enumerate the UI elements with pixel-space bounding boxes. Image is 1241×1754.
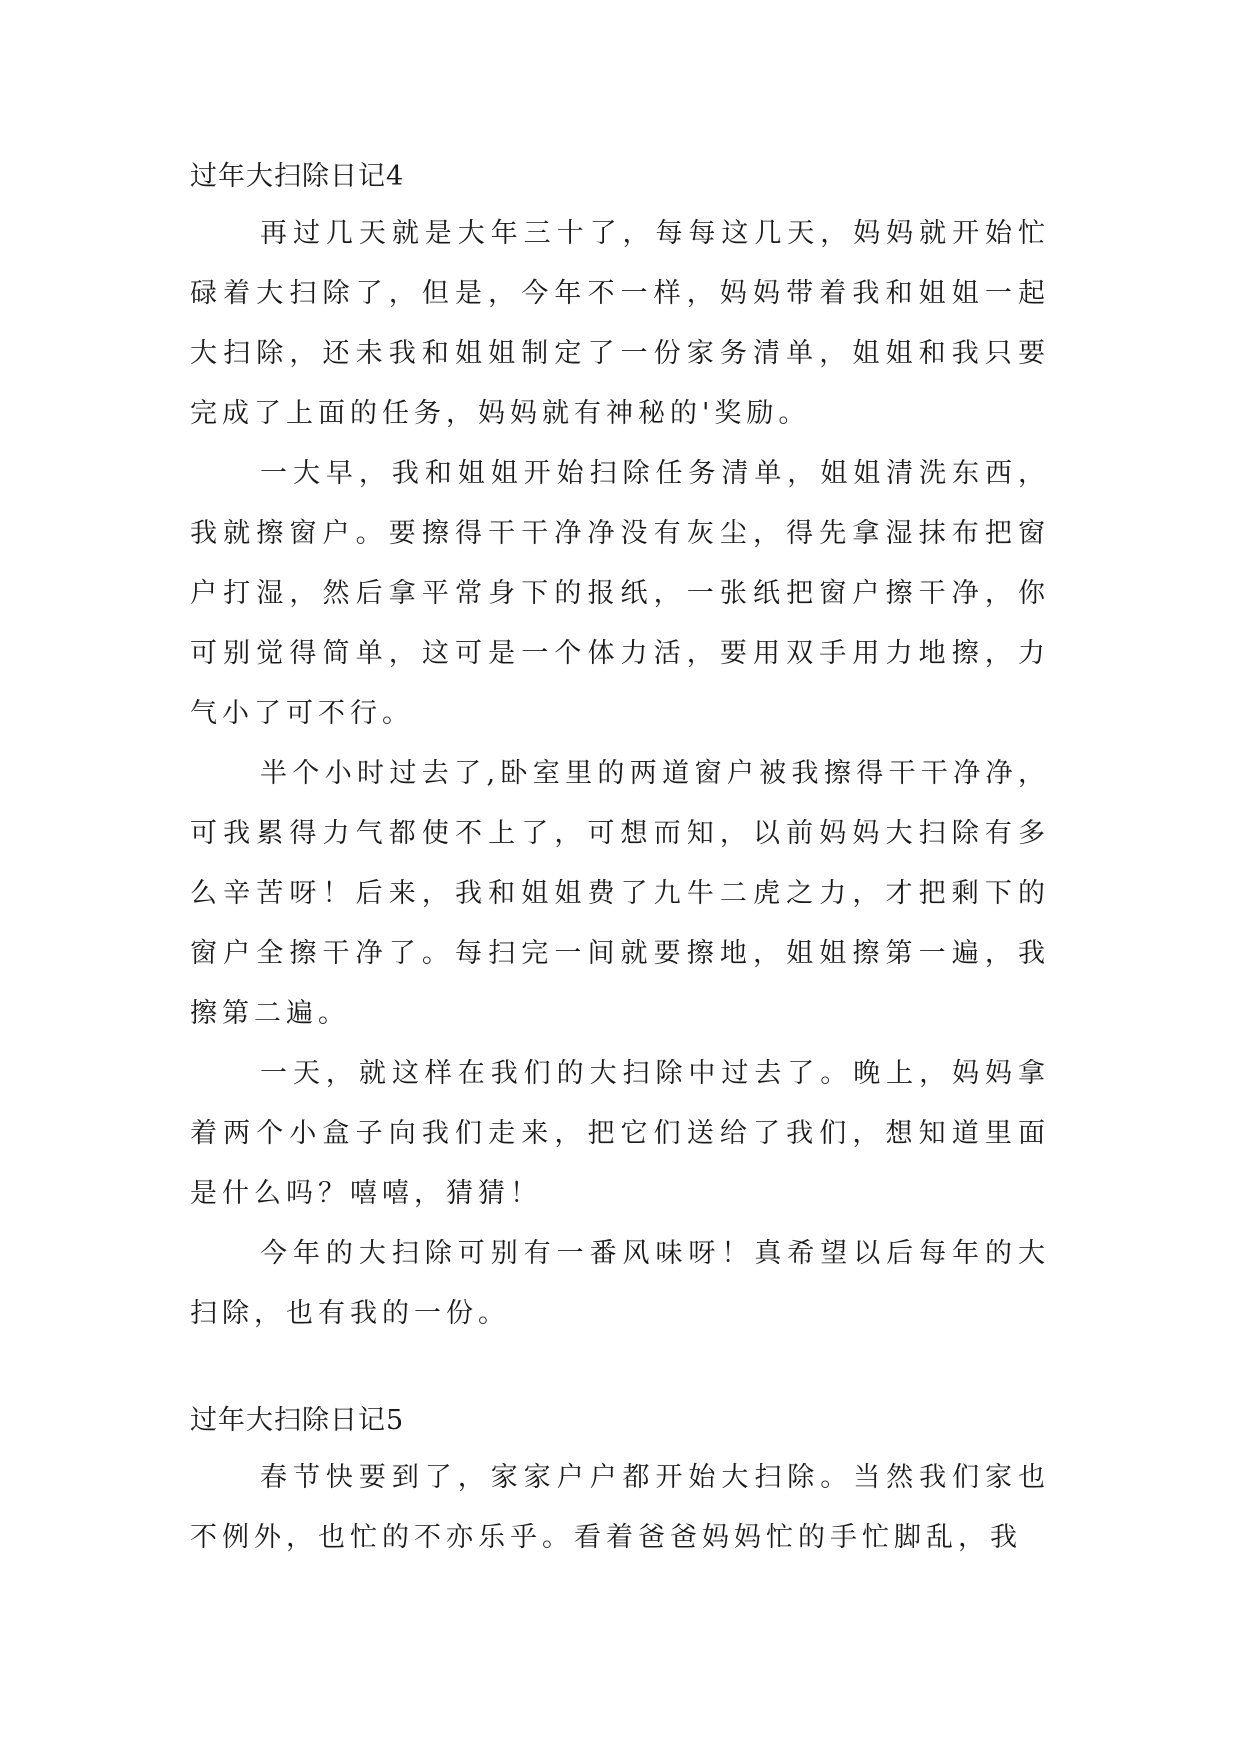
paragraph: 今年的大扫除可别有一番风味呀！真希望以后每年的大扫除，也有我的一份。 [190, 1238, 1050, 1329]
paragraph: 一天，就这样在我们的大扫除中过去了。晚上，妈妈拿着两个小盒子向我们走来，把它们送给了我们，想知道里面是什么吗？嘻嘻，猜猜！ [190, 1058, 1050, 1209]
entry-title: 过年大扫除日记5 [190, 1405, 405, 1436]
entry-title: 过年大扫除日记4 [190, 161, 405, 192]
document-content [190, 160, 1050, 1568]
paragraph: 春节快要到了，家家户户都开始大扫除。当然我们家也不例外，也忙的不亦乐乎。看着爸爸妈妈忙的手忙脚乱，我 [190, 1462, 1050, 1553]
diary-entry-5 [190, 1404, 1050, 1568]
paragraph: 一大早，我和姐姐开始扫除任务清单，姐姐清洗东西，我就擦窗户。要擦得干干净净没有灰尘，得先拿湿抹布把窗户打湿，然后拿平常身下的报纸，一张纸把窗户擦干净，你可别觉得简单，这可是一个体力活，要用双手用力地擦，力气小了可不行。 [190, 458, 1050, 729]
paragraph: 半个小时过去了,卧室里的两道窗户被我擦得干干净净，可我累得力气都使不上了，可想而知，以前妈妈大扫除有多么辛苦呀！后来，我和姐姐费了九牛二虎之力，才把剩下的窗户全擦干净了。每扫完一间就要擦地，姐姐擦第一遍，我擦第二遍。 [190, 758, 1050, 1029]
diary-entry-4 [190, 160, 1050, 1344]
paragraph: 再过几天就是大年三十了，每每这几天，妈妈就开始忙碌着大扫除了，但是，今年不一样，妈妈带着我和姐姐一起大扫除，还未我和姐姐制定了一份家务清单，姐姐和我只要完成了上面的任务，妈妈就有神秘的'奖励。 [190, 218, 1050, 429]
